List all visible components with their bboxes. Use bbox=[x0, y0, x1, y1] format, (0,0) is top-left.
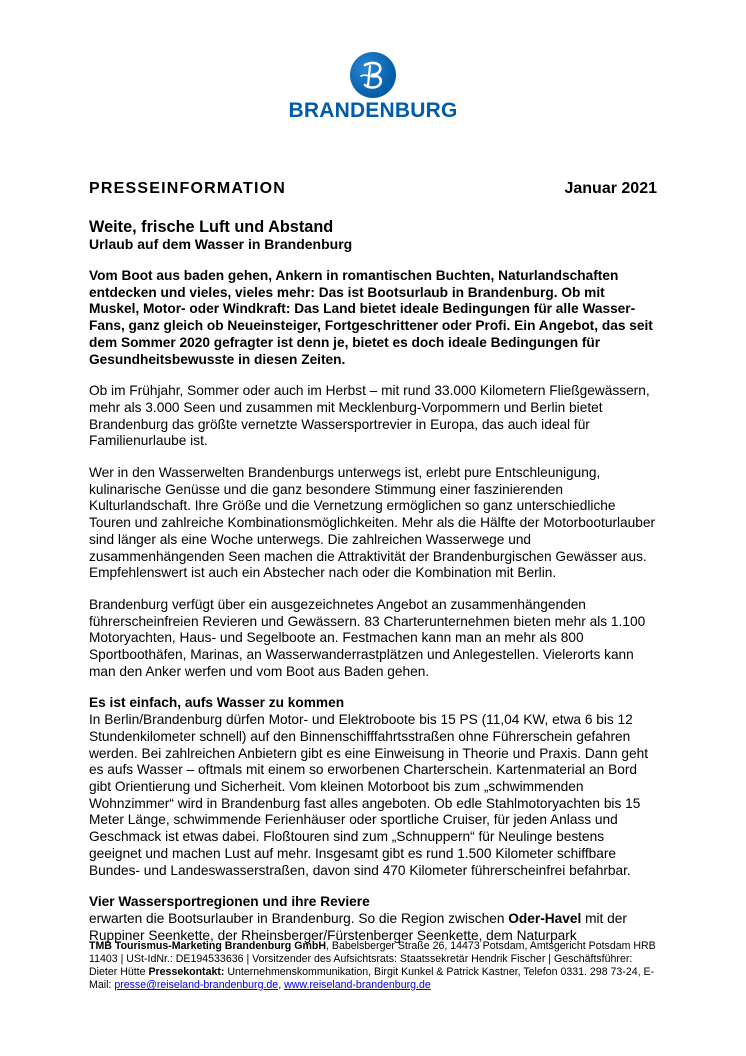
footer-email-link[interactable]: presse@reiseland-brandenburg.de bbox=[114, 979, 279, 991]
paragraph-5-end: mit der Ruppiner Seenkette, der Rheinsberger/Fürstenberger Seenkette, dem Naturpark bbox=[89, 910, 627, 943]
press-date: Januar 2021 bbox=[564, 180, 657, 197]
region-oder-havel: Oder-Havel bbox=[508, 910, 582, 926]
paragraph-4: In Berlin/Brandenburg dürfen Motor- und Elektroboote bis 15 PS (11,04 KW, etwa 6 bis 12 Stundenkilometer schnell) auf den Binnenschifffahrtsstraßen ohne Führerschein gefahren werden. Bei zahlreichen Anbietern gibt es eine Einweisung in Theorie und Praxis. Dann geht es aufs Wasser – oftmals mit einem so erworbenen Charterschein. Kartenmaterial an Bord gibt Orientierung und Sicherheit. Vom kleinen Motorboot bis zum „schwimmenden Wohnzimmer“ wird in Brandenburg fast alles angeboten. Ob edle Stahlmotoryachten bis 15 Meter Länge, schwimmende Ferienhäuser oder sportliche Cruiser, für jeden Anlass und Geschmack ist etwas dabei. Floßtouren sind zum „Schnuppern“ für Neulinge bestens geeignet und machen Lust auf mehr. Insgesamt gibt es rund 1.500 Kilometer schiffbare Bundes- und Landeswasserstraßen, davon sind 470 Kilometer führerscheinfrei befahrbar. bbox=[89, 712, 649, 878]
footer-contact: Unternehmenskommunikation, Birgit Kunkel & Patrick Kastner, Telefon 0331. 298 73-24, E-Mail: bbox=[89, 966, 655, 991]
press-label: PRESSEINFORMATION bbox=[89, 180, 287, 197]
footer-company: TMB Tourismus-Marketing Brandenburg GmbH bbox=[89, 940, 326, 952]
article-lead: Vom Boot aus baden gehen, Ankern in romantischen Buchten, Naturlandschaften entdecken und vieles, vieles mehr: Das ist Bootsurlaub in Brandenburg. Ob mit Muskel, Motor- oder Windkraft: Das Land bietet ideale Bedingungen für alle Wasser-Fans, ganz gleich ob Neueinsteiger, Fortgeschrittener oder Profi. Ein Angebot, das seit dem Sommer 2020 gefragter ist denn je, bietet es doch ideale Bedingungen für Gesundheitsbewusste in diesen Zeiten. bbox=[89, 268, 653, 367]
press-header bbox=[89, 180, 657, 198]
brand-emblem-icon bbox=[350, 52, 396, 98]
footer-website-link[interactable]: www.reiseland-brandenburg.de bbox=[284, 979, 431, 991]
footer-details: , Babelsberger Straße 26, 14473 Potsdam, Amtsgericht Potsdam HRB 11403 | USt-IdNr.: DE194533636 | Vorsitzender des Aufsichtsrats: Staatssekretär Hendrik Fischer | Geschäftsführer: Dieter Hütte bbox=[89, 940, 656, 978]
section-heading-2: Vier Wassersportregionen und ihre Reviere bbox=[89, 894, 370, 910]
paragraph-5-start: erwarten die Bootsurlauber in Brandenburg. So die Region zwischen bbox=[89, 910, 509, 926]
page-footer bbox=[89, 940, 659, 992]
brand-name: BRANDENBURG bbox=[288, 99, 458, 122]
section-heading-1: Es ist einfach, aufs Wasser zu kommen bbox=[89, 695, 345, 711]
paragraph-2: Wer in den Wasserwelten Brandenburgs unterwegs ist, erlebt pure Entschleunigung, kulinarische Genüsse und die ganz besondere Stimmung einer faszinierenden Kulturlandschaft. Ihre Größe und die Vernetzung ermöglichen so ganz unterschiedliche Touren und zahlreiche Kombinationsmöglichkeiten. Mehr als die Hälfte der Motorbooturlauber sind länger als eine Woche unterwegs. Die zahlreichen Wasserwege und zusammenhängenden Seen machen die Attraktivität der Brandenburgischen Gewässer aus. Empfehlenswert ist auch ein Abstecher nach oder die Kombination mit Berlin. bbox=[89, 465, 656, 581]
paragraph-3: Brandenburg verfügt über ein ausgezeichnetes Angebot an zusammenhängenden führerscheinfreien Revieren und Gewässern. 83 Charterunternehmen bieten mehr als 1.100 Motoryachten, Haus- und Segelboote an. Festmachen kann man an mehr als 800 Sportboothäfen, Marinas, an Wasserwanderrastplätzen und Anlegestellen. Vielerorts kann man den Anker werfen und vom Boot aus Baden gehen. bbox=[89, 596, 646, 679]
document-body bbox=[89, 180, 657, 944]
article-title: Weite, frische Luft und Abstand bbox=[89, 218, 334, 236]
article-subtitle: Urlaub auf dem Wasser in Brandenburg bbox=[89, 236, 353, 252]
footer-separator: , bbox=[278, 979, 285, 991]
brand-logo bbox=[0, 52, 746, 123]
footer-press-label: Pressekontakt: bbox=[148, 966, 225, 978]
paragraph-1: Ob im Frühjahr, Sommer oder auch im Herbst – mit rund 33.000 Kilometern Fließgewässern, mehr als 3.000 Seen und zusammen mit Mecklenburg-Vorpommern und Berlin bietet Brandenburg das größte vernetzte Wassersportrevier in Europa, das auch ideal für Familienurlaube ist. bbox=[89, 383, 650, 449]
